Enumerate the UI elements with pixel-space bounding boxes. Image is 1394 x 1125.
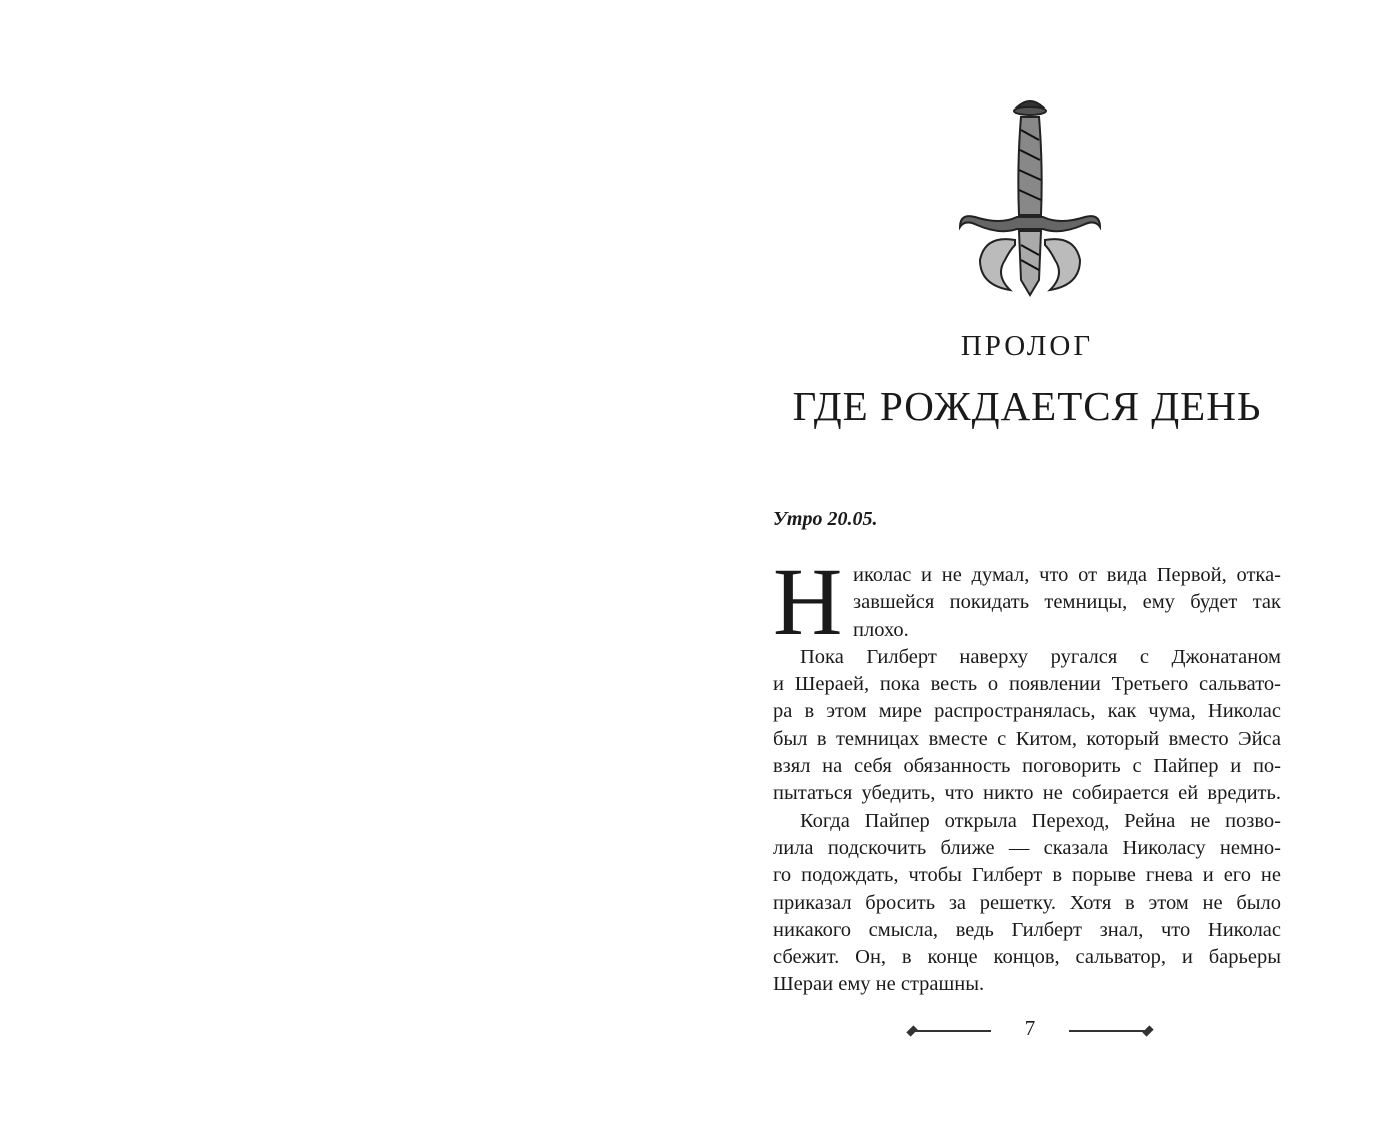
date-heading: Утро 20.05. [773,508,878,530]
drop-cap: Н [773,548,843,655]
text-line: сбежит. Он, в конце концов, сальватор, и барьеры [773,946,1281,969]
text-line: и Шераей, пока весть о появлении Третьего сальвато- [773,673,1281,696]
text-line: приказал бросить за решетку. Хотя в этом не было [773,891,1281,914]
text-line: Когда Пайпер открыла Переход, Рейна не позво- [800,809,1281,832]
text-line: завшейся покидать темницы, ему будет так [853,591,1281,614]
text-line: никакого смысла, ведь Гилберт знал, что Николас [773,918,1281,941]
text-line: был в темницах вместе с Китом, который вместо Эйса [773,727,1281,750]
text-line: иколас и не думал, что от вида Первой, отка- [853,564,1281,586]
page-number: 7 [1024,1016,1036,1040]
text-line: Шераи ему не страшны. [773,973,985,996]
text-line: плохо. [853,618,909,641]
ornament-rule-right [1069,1030,1149,1032]
text-line: ра в этом мире распространялась, как чума, Николас [773,700,1281,723]
chapter-label: ПРОЛОГ [960,330,1094,362]
text-line: Пока Гилберт наверху ругался с Джонатаном [800,645,1281,668]
body-text [773,548,1281,999]
page-footer [905,1016,1155,1046]
text-line: го подождать, чтобы Гилберт в порыве гнева и его не [773,864,1281,887]
text-line: взял на себя обязанность поговорить с Пайпер и по- [773,755,1281,778]
text-line: пытаться убедить, что никто не собирается ей вредить. [773,782,1281,805]
chapter-title: ГДЕ РОЖДАЕТСЯ ДЕНЬ [792,383,1262,429]
text-line: лила подскочить ближе — сказала Николасу немно- [773,836,1281,859]
sword-illustration [955,95,1105,300]
